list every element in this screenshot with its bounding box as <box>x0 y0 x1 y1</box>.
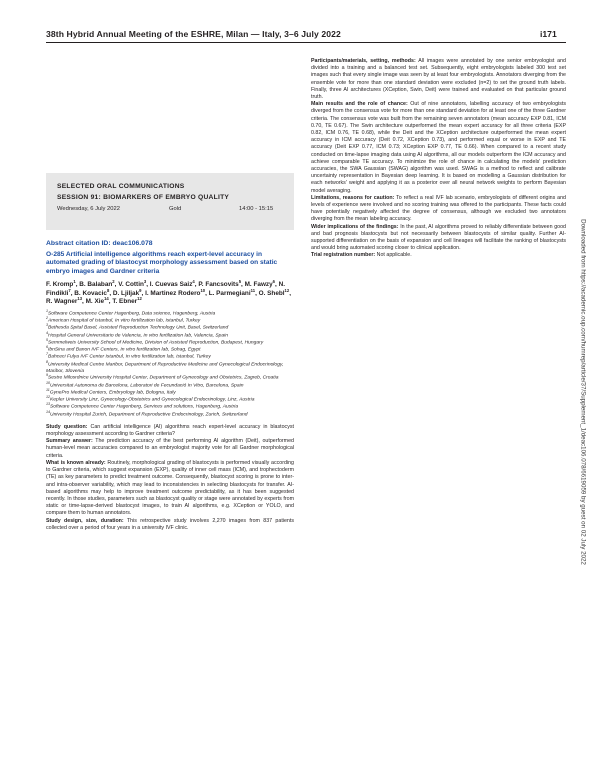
author-affiliation-number: 3 <box>143 279 147 285</box>
section-text: Out of nine annotators, labelling accuracy of two embryologists diverged from the consensus vote for more than one standard deviation for at least one of the three Gardner criteria. The consensus vote was built from the remaining seven annotators (mean accuracy EXP 0.81, ICM 0.70, TE 0.67). The Swin architecture outperformed the mean expert accuracy for all three criteria (EXP 0.82, ICM 0.76, TE 0.68), while the Deit and the XCeption architecture outperformed the mean expert accuracy in ICM accuracy (Deit 0.72, XCeption 0.73), and performed equal or worse in EXP and TE accuracy (Deit EXP 0.77, ICM 0.73; XCeption EXP 0.77, TE 0.66). When compared to a recent study conducted on time-lapse imaging data using AI algorithms, all our models outperform the ICM accuracy and achieve comparable TE accuracy. To minimize the role of chance in calculating the models' prediction accuracies, the SWA Gaussian (SWAG) algorithm was used. SWAG is a method to reflect and calibrate uncertainty representation in Bayesian deep learning. It is based on modelling a Gaussian distribution for each networks' weight and applying it as a posterior over all neural network weights to perform Bayesian model averaging. <box>311 101 566 194</box>
affiliation-text: IbnSina and Banon IVF Centers, In vitro fertilization lab, Sohag, Egypt <box>48 347 201 353</box>
affiliation-text: Software Competence Center Hagenberg, Data science, Hagenberg, Austria <box>48 311 216 317</box>
section-label: Main results and the role of chance: <box>311 101 408 108</box>
main-results <box>311 101 566 195</box>
affiliation-text: Universitat Autonoma de Barcelona, Laboratori de Fecundació In Vitro, Barcelona, Spain <box>50 383 244 389</box>
session-time: 14:00 - 15:15 <box>239 206 274 212</box>
affiliation-number: 6 <box>46 345 48 350</box>
author-affiliation-number: 11 <box>250 287 256 293</box>
affiliation-item <box>46 330 294 340</box>
limitations <box>311 195 566 224</box>
author-name: O. Shebl <box>258 289 285 297</box>
affiliation-number: 12 <box>46 395 50 400</box>
affiliation-text: Bahceci Fulya IVF Center Istanbul, In vitro fertilization lab, Istanbul, Turkey <box>48 355 211 361</box>
section-label: Study question: <box>46 423 88 430</box>
affiliation-text: Kepler University Linz, Gynecology-Obstetrics and Gynecological Endocrinology, Linz, Austria <box>50 397 255 403</box>
author-entry <box>79 281 114 288</box>
section-label: Wider implications of the findings: <box>311 223 399 230</box>
author-affiliation-number: 7 <box>68 287 71 293</box>
author-name: I. Martinez Rodero <box>145 289 201 297</box>
session-box <box>46 173 294 230</box>
author-affiliation-number: 1 <box>73 279 76 285</box>
affiliation-item <box>46 375 294 382</box>
author-name: F. Kromp <box>46 281 74 289</box>
what-is-known <box>46 460 294 518</box>
affiliation-text: Sestre Milosrdnice University Hospital Center, Department of Gynecology and Obstetrics, Zagreb, Croatia <box>48 376 279 382</box>
author-affiliation-number: 13 <box>77 296 83 302</box>
affiliation-number: 2 <box>46 316 48 321</box>
author-affiliation-number: 10 <box>200 287 206 293</box>
affiliation-item <box>46 395 294 407</box>
affiliation-text: Semmelweis University School of Medicine, Division of Assisted Reproduction, Budapest, Hungary <box>48 340 264 346</box>
section-label: Participants/materials, setting, methods: <box>311 58 416 64</box>
author-entry <box>46 298 82 305</box>
author-affiliation-number: 12 <box>137 296 142 302</box>
author-entry <box>258 287 290 297</box>
author-affiliation-number: 4 <box>192 279 195 285</box>
affiliation-number: 8 <box>46 359 48 364</box>
affiliation-number: 1 <box>46 309 48 313</box>
section-text: Not applicable. <box>376 252 412 259</box>
summary-answer <box>46 438 294 460</box>
author-name: T. Ebner <box>112 298 138 306</box>
author-name: M. Xie <box>85 298 105 306</box>
author-name: P. Fancsovits <box>198 281 239 289</box>
affiliation-text: Hospital General Universitario de Valencia, In vitro fertilization lab, Valencia, Spain <box>48 333 228 339</box>
right-column <box>311 58 566 260</box>
author-name: B. Balaban <box>79 281 113 289</box>
session-title: SESSION 91: BIOMARKERS OF EMBRYO QUALITY <box>57 194 230 201</box>
section-label: Summary answer: <box>46 438 93 445</box>
affiliation-number: 5 <box>46 337 48 342</box>
author-name: D. Ljiljak <box>112 289 140 297</box>
author-affiliation-number: 5 <box>238 279 242 285</box>
section-text: The prediction accuracy of the best performing AI algorithm (Deit), outperformed human-level mean accuracies compared to an embryologist majority vote for all Gardner morphological criteria. <box>46 438 294 459</box>
download-text: Downloaded from https://academic.oup.com/humrep/article/37/Supplement_1/deac106.078/6619059 by guest on 02 July 2022 <box>579 219 587 565</box>
affiliation-number: 10 <box>46 380 50 385</box>
study-design <box>46 518 294 532</box>
affiliation-item <box>46 316 294 328</box>
author-entry <box>112 298 142 305</box>
author-affiliation-number: 2 <box>112 279 115 285</box>
section-text: Routinely, morphological grading of blastocysts is performed visually according to Gardner criteria, which suggest expansion (EXP), quality of inner cell mass (ICM), and trophectoderm (TE) as key parameters to predict treatment outcome. Consequently, blastocyst scoring is prone to inter-and intra-observer variability, which may lead to inconsistencies in selecting blastocysts for transfer. AI-based algorithms may help to improve treatment outcome predictability, as it has been suggested recently. In those studies, parameters such as blastocyst quality or stage were annotated by experts from static or time-lapse-derived blastocyst images, to train AI algorithms, e.g. XCeption or YOLO, and compare them to human annotators. <box>46 459 294 517</box>
affiliation-list <box>46 311 294 419</box>
author-affiliation-number: 6 <box>272 279 276 285</box>
author-affiliation-number: 9 <box>139 287 142 293</box>
affiliation-text: Software Competence Center Hagenberg, Services and solutions, Hagenberg, Austria <box>50 405 239 411</box>
section-text: To reflect a real IVF lab scenario, embryologists of different origins and levels of experience were involved and no scoring training was offered to the participants. These facts could have potentially negatively affected the degree of consensus, although we excluded two annotators diverging from the mean labeling accuracy. <box>311 194 566 223</box>
left-column <box>46 240 294 532</box>
affiliation-number: 3 <box>46 323 48 328</box>
author-affiliation-number: 8 <box>106 287 110 293</box>
affiliation-item <box>46 409 294 419</box>
trial-registration <box>311 252 566 259</box>
author-name: N. Findikli <box>46 281 285 297</box>
session-room: Gold <box>169 206 182 212</box>
affiliation-item <box>46 404 294 411</box>
author-entry <box>145 287 206 297</box>
affiliation-item <box>46 359 294 376</box>
author-entry <box>86 298 109 305</box>
author-affiliation-number: 12 <box>284 287 290 293</box>
participants-methods <box>311 58 566 101</box>
abstract-citation-id: Abstract citation ID: deac106.078 <box>46 240 153 247</box>
author-list: F. Kromp$^1$, B. Balaban$^2$, V. Cottin$^3$, I. Cuevas Saiz$^4$, P. Fancsovits$^5$, M. Fawzy$^6$, N. Findikli$^7$, B. Kovacic$^8$, D. Ljiljak$^9$, I. Martinez Rodero$^{10}$, L. Parmegiani$^{11}$, O. Shebl$^{12}$, R. Wagner$^{13}$, M. Xie$^{14}$, T. Ebner$^{12}$ <box>46 279 291 306</box>
affiliation-text: GynePro Medical Centers, Embryology lab, Bologna, Italy <box>49 390 176 396</box>
study-question <box>46 424 294 438</box>
author-entry <box>46 281 76 288</box>
section-label: Trial registration number: <box>311 252 376 259</box>
section-text: All images were annotated by one senior embryologist and divided into a training and a balanced test set. Subsequently, eight embryologists labeled 300 test set images such that every single image was seen by at least four embryologists. Annotators diverging from the ensemble vote for more than one standard deviation were excluded (n=2) to set the ground truth labels. Finally, three AI architectures (XCeption, Swin, Deit) were trained and evaluated on that particular ground truth. <box>311 58 566 101</box>
affiliation-item <box>46 345 294 357</box>
download-watermark <box>578 159 588 625</box>
author-name: M. Fawzy <box>244 281 273 289</box>
affiliation-number: 11 <box>46 387 50 392</box>
affiliation-number: 4 <box>46 330 48 335</box>
author-affiliation-number: 14 <box>104 296 109 302</box>
abstract-title: O-285 Artificial intelligence algorithms reach expert-level accuracy in automated grading of blastocyst morphology assessment based on static embryo images and Gardner criteria <box>46 251 278 275</box>
section-text: Can artificial intelligence (AI) algorithms reach expert-level accuracy in blastocyst morphology assessment according to Gardner criteria? <box>46 423 294 438</box>
author-name: L. Parmegiani <box>208 289 251 297</box>
affiliation-item <box>46 354 294 361</box>
author-entry <box>208 287 256 297</box>
wider-implications <box>311 224 566 253</box>
session-meta <box>57 206 283 216</box>
header-rule <box>46 42 566 43</box>
author-name: R. Wagner <box>46 298 78 306</box>
affiliation-text: American Hospital of Istanbul, In vitro fertilization lab, Istanbul, Turkey <box>48 318 201 324</box>
author-entry <box>245 281 275 288</box>
author-name: B. Kovacic <box>74 289 107 297</box>
session-type: SELECTED ORAL COMMUNICATIONS <box>57 183 185 190</box>
author-name: I. Cuevas Saiz <box>149 281 193 289</box>
affiliation-number: 13 <box>46 402 50 407</box>
page-header <box>0 0 600 52</box>
affiliation-number: 9 <box>46 373 48 378</box>
affiliation-text: University Medical Centre Maribor, Department of Reproductive Medicine and Gynecological Endocrinology, Maribor, Slovenia <box>46 362 284 374</box>
author-entry <box>118 281 146 288</box>
affiliation-item <box>46 325 294 332</box>
page-number: i171 <box>540 29 557 39</box>
affiliation-text: Bethesda Spital Basel, Assisted Reproduction Technology Unit, Basel, Switzerland <box>48 326 229 332</box>
author-entry <box>150 281 195 288</box>
author-name: V. Cottin <box>118 281 144 289</box>
affiliation-number: 14 <box>46 409 50 414</box>
journal-title: 38th Hybrid Annual Meeting of the ESHRE, Milan — Italy, 3–6 July 2022 <box>46 29 341 39</box>
section-label: Limitations, reasons for caution: <box>311 194 395 201</box>
section-text: This retrospective study involves 2,270 images from 837 patients collected over a period of four years in a university IVF clinic. <box>46 517 294 531</box>
section-text: In the past, AI algorithms proved to reliably differentiate between good and bad prognosis blastocysts but not necessarily between blastocysts of similar quality. Further AI-supported differentiation on the basis of expansion and cell lineages will facilitate the ranking of blastocysts and would bring automated scoring closer to clinical application. <box>311 223 567 252</box>
section-label: What is known already: <box>46 459 106 466</box>
section-label: Study design, size, duration: <box>46 517 124 524</box>
affiliation-text: University Hospital Zurich, Department of Reproductive Endocrinology, Zurich, Switzerland <box>50 412 248 418</box>
affiliation-number: 7 <box>46 352 48 357</box>
affiliation-item <box>46 380 294 390</box>
session-date: Wednesday, 6 July 2022 <box>57 206 120 212</box>
